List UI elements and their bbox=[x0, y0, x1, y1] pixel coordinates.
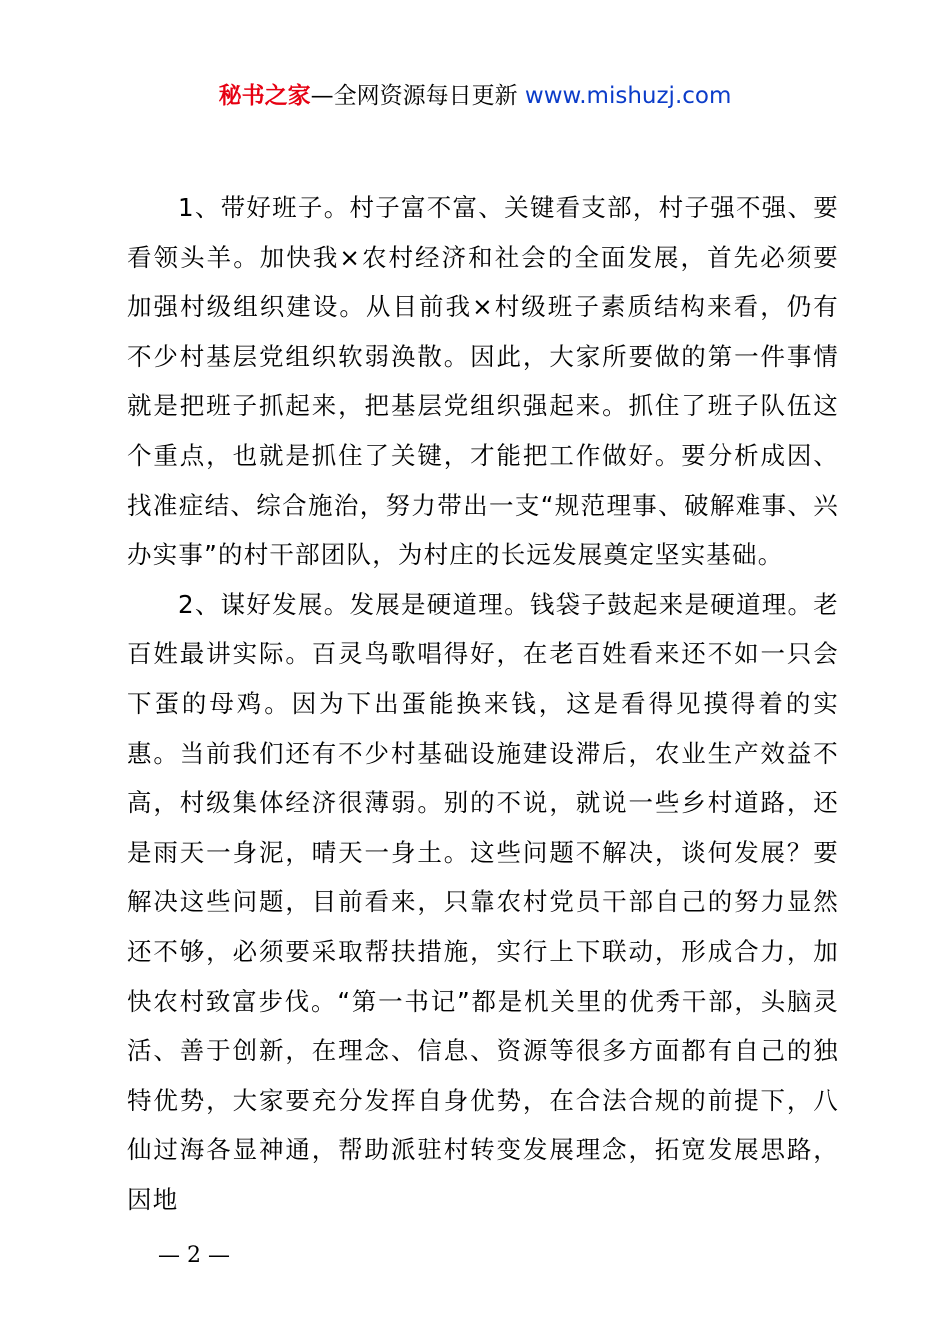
site-url-link[interactable]: www.mishuzj.com bbox=[524, 83, 732, 109]
page-number: — 2 — bbox=[158, 1243, 230, 1268]
paragraph-lead-team: 1、带好班子。村子富不富、关键看支部，村子强不强、要看领头羊。加快我×农村经济和社会的全面发展，首先必须要加强村级组织建设。从目前我×村级班子素质结构来看，仍有不少村基层党组织软弱涣散。因此，大家所要做的第一件事情就是把班子抓起来，把基层党组织强起来。抓住了班子队伍这个重点，也就是抓住了关键，才能把工作做好。要分析成因、找准症结、综合施治，努力带出一支“规范理事、破解难事、兴办实事”的村干部团队，为村庄的长远发展奠定坚实基础。 bbox=[127, 193, 839, 570]
paragraph-plan-development: 2、谋好发展。发展是硬道理。钱袋子鼓起来是硬道理。老百姓最讲实际。百灵鸟歌唱得好，在老百姓看来还不如一只会下蛋的母鸡。因为下出蛋能换来钱，这是看得见摸得着的实惠。当前我们还有不少村基础设施建设滞后，农业生产效益不高，村级集体经济很薄弱。别的不说，就说一些乡村道路，还是雨天一身泥，晴天一身土。这些问题不解决，谈何发展？要解决这些问题，目前看来，只靠农村党员干部自己的努力显然还不够，必须要采取帮扶措施，实行上下联动，形成合力，加快农村致富步伐。“第一书记”都是机关里的优秀干部，头脑灵活、善于创新，在理念、信息、资源等很多方面都有自己的独特优势，大家要充分发挥自身优势，在合法合规的前提下，八仙过海各显神通，帮助派驻村转变发展理念，拓宽发展思路，因地 bbox=[127, 589, 839, 1214]
brand-name: 秘书之家 bbox=[218, 83, 311, 109]
document-body bbox=[127, 183, 839, 1224]
site-header bbox=[0, 80, 950, 112]
header-tagline: —全网资源每日更新 bbox=[310, 83, 518, 109]
